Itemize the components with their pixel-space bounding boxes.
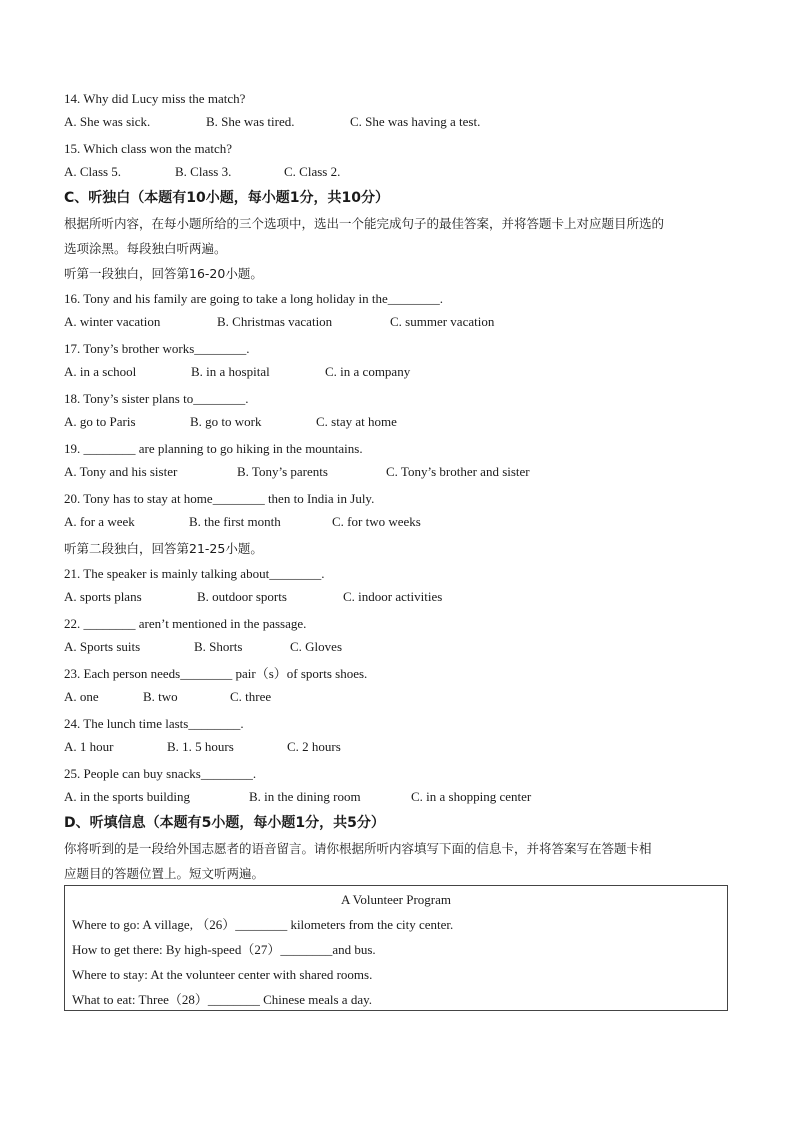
q24-option-b: B. 1. 5 hours — [167, 739, 234, 754]
question-16: 16. Tony and his family are going to take a long holiday in the________. — [64, 291, 444, 306]
section-d-heading: D、听填信息（本题有5小题，每小题1分，共5分） — [64, 815, 385, 831]
q14-option-b: B. She was tired. — [206, 114, 295, 129]
q20-option-c: C. for two weeks — [332, 514, 421, 529]
q22-option-c: C. Gloves — [290, 639, 342, 654]
q21-option-b: B. outdoor sports — [197, 589, 287, 604]
question-18: 18. Tony’s sister plans to________. — [64, 391, 249, 406]
monologue-2-label: 听第二段独白，回答第21-25小题。 — [64, 541, 263, 556]
question-14: 14. Why did Lucy miss the match? — [64, 91, 246, 106]
question-22: 22. ________ aren’t mentioned in the passage. — [64, 616, 307, 631]
info-card-row-how-to-get-there: How to get there: By high-speed（27）________and bus. — [72, 942, 376, 957]
q17-option-a: A. in a school — [64, 364, 137, 379]
question-20: 20. Tony has to stay at home________ then to India in July. — [64, 491, 375, 506]
q24-option-c: C. 2 hours — [287, 739, 341, 754]
q16-option-b: B. Christmas vacation — [217, 314, 333, 329]
q15-option-a: A. Class 5. — [64, 164, 122, 179]
q15-option-c: C. Class 2. — [284, 164, 341, 179]
q14-option-c: C. She was having a test. — [350, 114, 481, 129]
question-24: 24. The lunch time lasts________. — [64, 716, 244, 731]
question-17: 17. Tony’s brother works________. — [64, 341, 250, 356]
question-19: 19. ________ are planning to go hiking in the mountains. — [64, 441, 363, 456]
info-card-row-where-to-go: Where to go: A village, （26）________ kilometers from the city center. — [72, 917, 454, 932]
q23-option-b: B. two — [143, 689, 178, 704]
q20-option-a: A. for a week — [64, 514, 135, 529]
section-d-instruction-2: 应题目的答题位置上。短文听两遍。 — [64, 866, 265, 881]
q23-option-a: A. one — [64, 689, 99, 704]
q22-option-b: B. Shorts — [194, 639, 243, 654]
q19-option-c: C. Tony’s brother and sister — [386, 464, 530, 479]
q25-option-c: C. in a shopping center — [411, 789, 532, 804]
info-card-row-where-to-stay: Where to stay: At the volunteer center with shared rooms. — [72, 967, 373, 982]
q15-option-b: B. Class 3. — [175, 164, 232, 179]
question-23: 23. Each person needs________ pair（s）of sports shoes. — [64, 666, 368, 681]
q23-option-c: C. three — [230, 689, 272, 704]
q18-option-a: A. go to Paris — [64, 414, 136, 429]
q21-option-c: C. indoor activities — [343, 589, 443, 604]
section-d-instruction-1: 你将听到的是一段给外国志愿者的语音留言。请你根据所听内容填写下面的信息卡，并将答案写在答题卡相 — [64, 841, 652, 856]
q25-option-a: A. in the sports building — [64, 789, 191, 804]
question-21: 21. The speaker is mainly talking about________. — [64, 566, 325, 581]
q17-option-b: B. in a hospital — [191, 364, 270, 379]
question-15: 15. Which class won the match? — [64, 141, 232, 156]
q17-option-c: C. in a company — [325, 364, 411, 379]
q22-option-a: A. Sports suits — [64, 639, 141, 654]
q18-option-c: C. stay at home — [316, 414, 397, 429]
q19-option-b: B. Tony’s parents — [237, 464, 328, 479]
section-c-instruction-1: 根据所听内容，在每小题所给的三个选项中，选出一个能完成句子的最佳答案，并将答题卡上对应题目所选的 — [64, 216, 665, 231]
q18-option-b: B. go to work — [190, 414, 262, 429]
question-25: 25. People can buy snacks________. — [64, 766, 257, 781]
q19-option-a: A. Tony and his sister — [64, 464, 178, 479]
q16-option-a: A. winter vacation — [64, 314, 161, 329]
info-card-row-what-to-eat: What to eat: Three（28）________ Chinese meals a day. — [72, 992, 373, 1007]
info-card — [64, 885, 728, 1011]
q20-option-b: B. the first month — [189, 514, 281, 529]
q25-option-b: B. in the dining room — [249, 789, 361, 804]
section-c-heading: C、听独白（本题有10小题，每小题1分，共10分） — [64, 190, 389, 206]
q16-option-c: C. summer vacation — [390, 314, 495, 329]
monologue-1-label: 听第一段独白，回答第16-20小题。 — [64, 266, 263, 281]
q24-option-a: A. 1 hour — [64, 739, 114, 754]
info-card-title: A Volunteer Program — [340, 892, 451, 907]
q21-option-a: A. sports plans — [64, 589, 142, 604]
section-c-instruction-2: 选项涂黑。每段独白听两遍。 — [64, 241, 227, 256]
q14-option-a: A. She was sick. — [64, 114, 151, 129]
